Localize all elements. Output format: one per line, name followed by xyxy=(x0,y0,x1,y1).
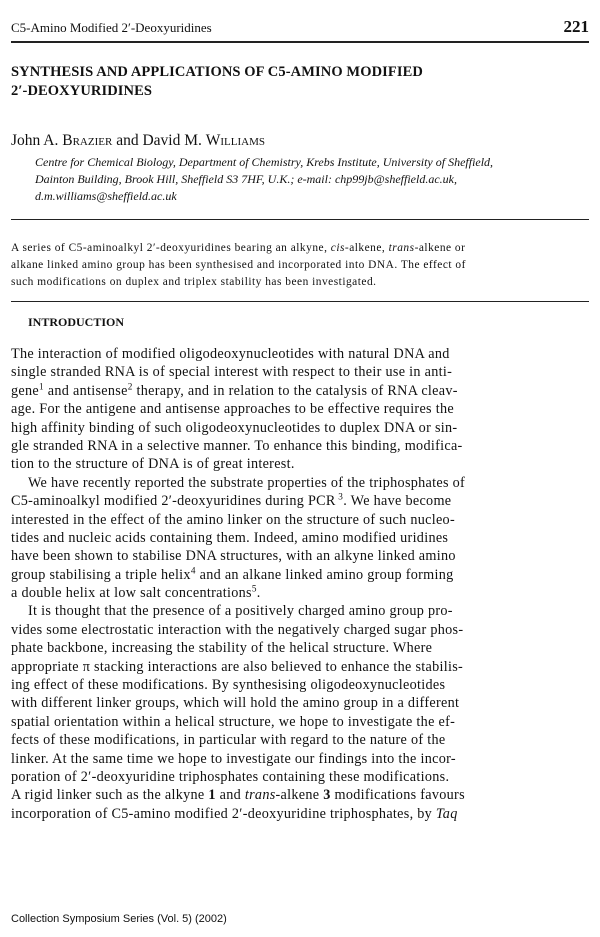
abstract-line: such modifications on duplex and triplex stability has been investigated. xyxy=(11,276,377,288)
body-line: It is thought that the presence of a positively charged amino group pro- xyxy=(28,603,453,620)
abstract-bottom-rule xyxy=(11,301,589,302)
abstract-text: -alkene or xyxy=(414,242,466,254)
body-line: linker. At the same time we hope to investigate our findings into the incor- xyxy=(11,750,456,767)
abstract-italic: trans xyxy=(388,242,415,254)
body-line: spatial orientation within a helical structure, we hope to investigate the ef- xyxy=(11,713,456,730)
body-italic: trans xyxy=(244,787,276,804)
body-line: poration of 2′-deoxyuridine triphosphates containing these modifications. xyxy=(11,768,450,785)
running-head xyxy=(11,17,589,36)
body-line: single stranded RNA is of special interest with respect to their use in anti- xyxy=(11,364,453,381)
body-line xyxy=(11,382,589,400)
body-line xyxy=(11,786,589,804)
body-line: have been shown to stabilise DNA structures, with an alkyne linked amino xyxy=(11,548,456,565)
body-text-run: therapy, and in relation to the catalysis of RNA cleav- xyxy=(132,382,458,399)
body-line: age. For the antigene and antisense approaches to be effective requires the xyxy=(11,401,454,418)
abstract-italic: cis xyxy=(330,242,345,254)
citation: 3 xyxy=(335,491,344,502)
abstract-top-rule xyxy=(11,219,589,220)
body-line: phate backbone, increasing the stability of the helical structure. Where xyxy=(11,640,433,657)
body-text xyxy=(11,345,589,823)
body-line: ing effect of these modifications. By synthesising oligodeoxynucleotides xyxy=(11,677,446,694)
body-line xyxy=(11,492,589,510)
body-line: gle stranded RNA in a selective manner. To enhance this binding, modifica- xyxy=(11,437,463,454)
body-line: interested in the effect of the amino linker on the structure of such nucleo- xyxy=(11,511,455,528)
article-title-line2: 2′-DEOXYURIDINES xyxy=(11,83,153,99)
body-line xyxy=(11,584,589,602)
section-heading: INTRODUCTION xyxy=(28,315,125,329)
body-text-run: . We have become xyxy=(343,493,452,510)
body-line: appropriate π stacking interactions are also believed to enhance the stabilis- xyxy=(11,658,464,675)
body-line: We have recently reported the substrate properties of the triphosphates of xyxy=(28,474,466,491)
header-rule xyxy=(11,41,589,43)
body-line xyxy=(11,566,589,584)
citation: 4 xyxy=(190,564,196,575)
author2-last: Williams xyxy=(205,132,265,149)
article-title-line1: SYNTHESIS AND APPLICATIONS OF C5-AMINO MODIFIED xyxy=(11,64,423,80)
body-text-run: and an alkane linked amino group forming xyxy=(195,566,454,583)
page-number: 221 xyxy=(563,17,589,36)
authors xyxy=(11,132,265,150)
body-text-run: group stabilising a triple helix xyxy=(11,566,191,583)
body-text-run: a double helix at low salt concentrations xyxy=(11,585,252,602)
running-head-title: C5-Amino Modified 2′-Deoxyuridines xyxy=(11,20,212,35)
affiliation-line: d.m.williams@sheffield.ac.uk xyxy=(35,189,177,203)
body-text-run: C5-aminoalkyl modified 2′-deoxyuridines during PCR xyxy=(11,493,336,510)
body-line: fects of these modifications, in particular with regard to the nature of the xyxy=(11,732,446,749)
author1-last: Brazier xyxy=(62,132,113,149)
body-line: vides some electrostatic interaction with the negatively charged sugar phos- xyxy=(11,621,464,638)
body-text-run: . xyxy=(256,585,261,602)
body-text-run: and antisense xyxy=(43,382,128,399)
abstract xyxy=(11,240,589,291)
author-and: and xyxy=(112,132,143,149)
body-text-run: gene xyxy=(11,382,39,399)
affiliation-line: Dainton Building, Brook Hill, Sheffield S3 7HF, U.K.; e-mail: chp99jb@sheffield.ac.uk, xyxy=(35,172,457,186)
compound-number: 1 xyxy=(208,787,216,804)
body-text-run: and xyxy=(215,787,245,804)
body-line: with different linker groups, which will hold the amino group in a different xyxy=(11,695,460,712)
compound-number: 3 xyxy=(323,787,331,804)
abstract-text: A series of C5-aminoalkyl 2′-deoxyuridines bearing an alkyne, xyxy=(11,242,331,254)
citation: 1 xyxy=(38,381,44,392)
body-line: tides and nucleic acids containing them. Indeed, amino modified uridines xyxy=(11,529,449,546)
article-title xyxy=(11,63,571,101)
author1-first: John A. xyxy=(11,132,63,149)
abstract-text: -alkene, xyxy=(344,242,389,254)
body-text-run: incorporation of C5-amino modified 2′-deoxyuridine triphosphates, by xyxy=(11,805,436,822)
body-italic: Taq xyxy=(435,805,458,822)
author2-first: David M. xyxy=(142,132,206,149)
body-line: high affinity binding of such oligodeoxynucleotides to duplex DNA or sin- xyxy=(11,419,458,436)
affiliation xyxy=(35,154,585,205)
body-line: The interaction of modified oligodeoxynucleotides with natural DNA and xyxy=(11,346,450,362)
body-text-run: A rigid linker such as the alkyne xyxy=(11,787,209,804)
body-line xyxy=(11,805,589,823)
abstract-line xyxy=(11,240,589,257)
footer: Collection Symposium Series (Vol. 5) (2002) xyxy=(11,913,227,925)
abstract-line: alkane linked amino group has been synthesised and incorporated into DNA. The effect of xyxy=(11,259,466,271)
body-line: tion to the structure of DNA is of great interest. xyxy=(11,456,295,473)
body-text-run: modifications favours xyxy=(330,787,465,804)
affiliation-line: Centre for Chemical Biology, Department of Chemistry, Krebs Institute, University of Sheffield, xyxy=(35,155,494,169)
citation: 2 xyxy=(127,381,133,392)
citation: 5 xyxy=(251,583,257,594)
body-text-run: -alkene xyxy=(275,787,324,804)
